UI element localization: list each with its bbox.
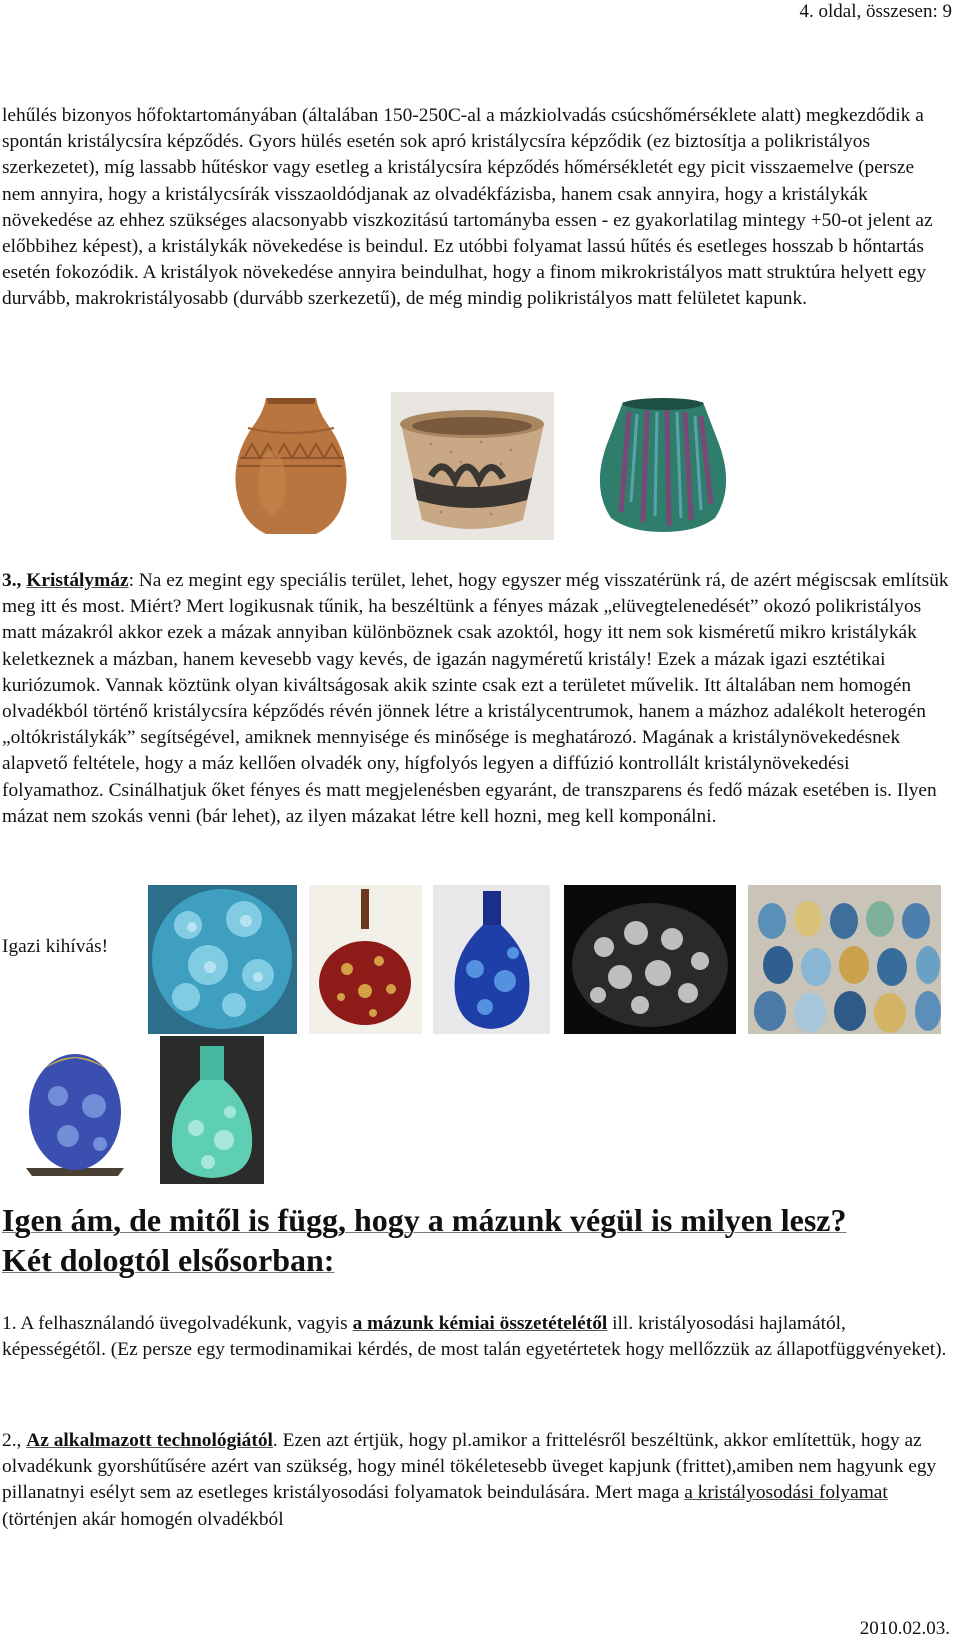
point-2-technology	[2, 1428, 952, 1533]
page-number-header: 4. oldal, összesen: 9	[799, 1, 952, 22]
point-1-text-after: ill. kristályosodási hajlamától, képességétől. (Ez persze egy termodinamikai kérdés, de most talán egyetértetek hogy mellőzzük az állapotfüggvényeket).	[2, 1313, 947, 1361]
heading-line-1: Igen ám, de mitől is függ, hogy a mázunk végül is milyen lesz?	[2, 1202, 847, 1238]
turquoise-crystal-plate-photo	[148, 885, 297, 1034]
crystal-glaze-term-link[interactable]: Kristálymáz	[26, 570, 129, 591]
point-2-text-after: (történjen akár homogén olvadékból	[2, 1508, 284, 1530]
green-drip-glaze-pot-photo	[589, 392, 737, 540]
section-heading	[2, 1200, 952, 1280]
crystal-vases-collection-photo	[748, 885, 941, 1034]
section-3-text: : Na ez megint egy speciális terület, lehet, hogy egyszer még visszatérünk rá, de azért mégiscsak említsük meg itt és most. Miért? Mert logikusnak tűnik, ha beszéltünk a fényes mázak „elüvegtelenedését” okozó polikristályos matt mázakról akkor ezek a mázak annyiban különböznek csak azoktól, hogy itt nem sok kisméretű mikro kristálykák keletkeznek a mázban, hanem kevesebb vagy kevés, de igazán nagyméretű kristály! Ezek a mázak igazi esztétikai kuriózumok. Vannak köztünk olyan kiváltságosak akik szinte csak ezt a területet művelik. Itt általában nem homogén olvadékból történő kristálycsíra képződés révén jönnek létre a kristálycentrumok, hanem a mázhoz adalékolt heterogén „oltókristálykák” segítségével, amiknek mennyisége és minősége is meghatározó. Magának a kristálynövekedésnek alapvető feltétele, hogy a máz kellően olvadék ony, hígfolyós legyen a diffúzió kontrollált kristálynövekedési folyamathoz. Csinálhatjuk őket fényes és matt megjelenésben egyaránt, de transzparens és fedő mázak esetében is. Ilyen mázat nem szokás venni (bár lehet), az ilyen mázakat létre kell hozni, meg kell komponálni.	[2, 570, 949, 827]
green-crystal-bottle-photo	[160, 1036, 264, 1184]
footer-date: 2010.02.03.	[859, 1618, 950, 1639]
section-3-crystal-glaze	[2, 568, 952, 830]
chemical-composition-link[interactable]: a mázunk kémiai összetételétől	[352, 1313, 608, 1334]
point-2-text: . Ezen azt értjük, hogy pl.amikor a frittelésről beszéltünk, akkor említettük, hogy az olvadékunk gyorshűtűsére azért van szükség, hogy minél tökéletesebb üveget kapjunk (frittet),amiben nem hagyunk egy pillanatnyi esélyt sem az esetleges kristályosodási folyamatok beindulására. Mert maga	[2, 1430, 937, 1504]
point-1-chemical-composition	[2, 1311, 952, 1363]
blue-crystal-bottle-photo	[433, 885, 550, 1034]
crystallization-process-link[interactable]: a kristályosodási folyamat	[684, 1482, 888, 1504]
applied-technology-link[interactable]: Az alkalmazott technológiától	[26, 1430, 273, 1451]
section-number: 3.,	[2, 570, 22, 591]
black-white-crystal-jar-photo	[564, 885, 736, 1034]
brown-carved-vase-photo	[226, 392, 356, 540]
red-crystal-vase-photo	[309, 885, 422, 1034]
point-2-prefix: 2.,	[2, 1430, 27, 1451]
challenge-text: Igazi kihívás!	[2, 936, 109, 957]
paragraph-intro: lehűlés bizonyos hőfoktartományában (általában 150-250C-al a mázkiolvadás csúcshőmérséklete alatt) megkezdődik a spontán kristálycsíra képződés. Gyors hülés esetén sok apró kristálycsíra képződik (ez biztosítja a polikristályos szerkezetet), míg lassabb hűtéskor vagy esetleg a kristálycsíra képződés hőmérsékletét egy picit visszaemelve (persze nem annyira, hogy a kristálycsírák visszaoldódjanak az olvadékfázisba, hanem csak annyira, hogy a kristálykák növekedése az ehhez szükséges alacsonyabb viszkozitású tartományba essen - ez gyakorlatilag mintegy +50-ot jelent az előbbihez képest), a kristálykák növekedése is beindul. Ez utóbbi folyamat lassú hűtés és esetleges hosszab b hőntartás esetén fokozódik. A kristályok növekedése annyira beindulhat, hogy a finom mikrokristályos matt struktúra helyett egy durvább, makrokristályosabb (durvább szerkezetű), de még mindig polikristályos matt felületet kapunk.	[2, 105, 933, 310]
point-1-text-before: 1. A felhasználandó üvegolvadékunk, vagyis	[2, 1313, 353, 1334]
blue-crystal-egg-photo	[2, 1036, 148, 1184]
heading-line-2: Két dologtól elsősorban:	[2, 1242, 335, 1278]
speckled-flower-pot-photo	[391, 392, 554, 540]
